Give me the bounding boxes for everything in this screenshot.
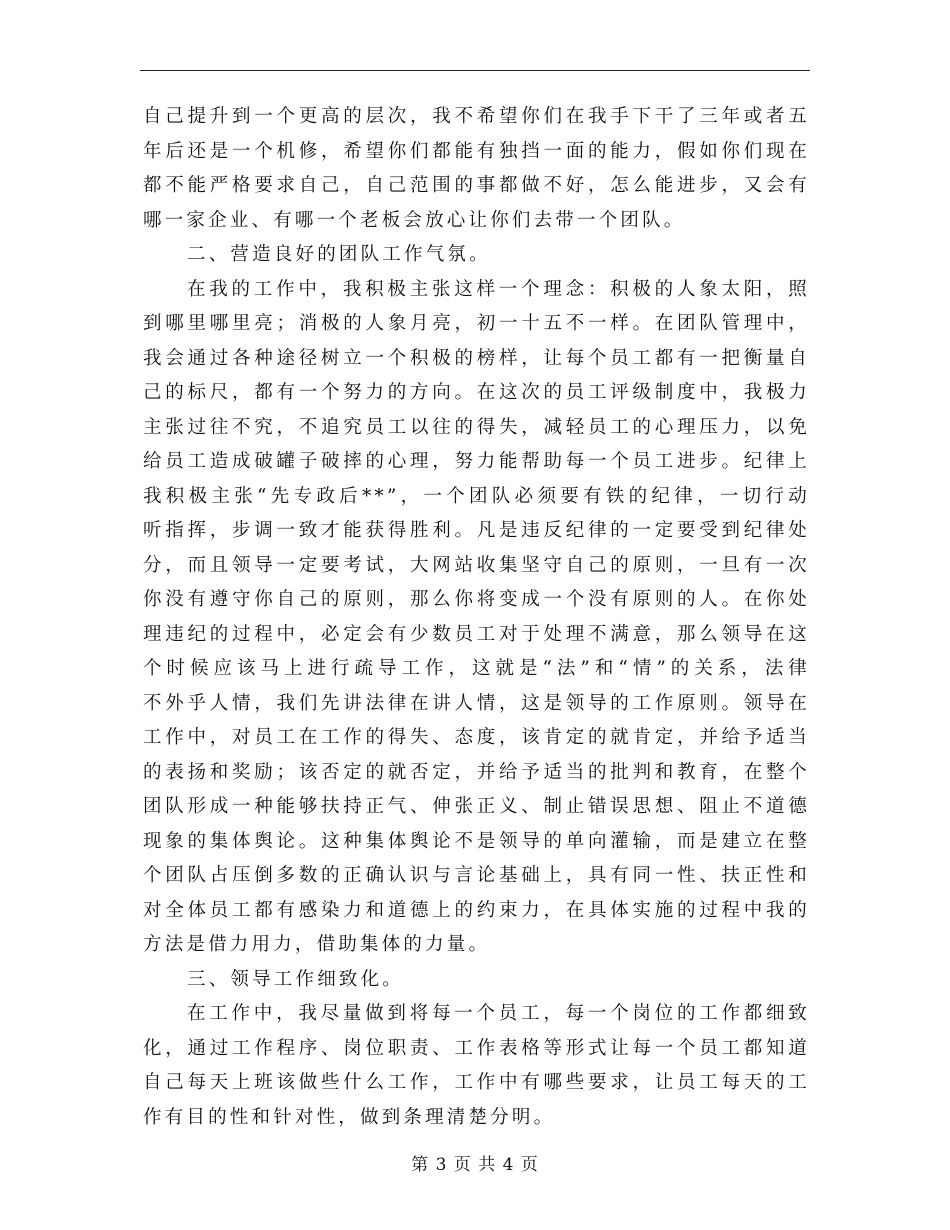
text-line: 理违纪的过程中，必定会有少数员工对于处理不满意，那么领导在这 (143, 623, 810, 645)
text-line: 给员工造成破罐子破摔的心理，努力能帮助每一个员工进步。纪律上 (143, 451, 810, 472)
document-body (143, 100, 813, 1135)
text-line: 你没有遵守你自己的原则，那么你将变成一个没有原则的人。在你处 (143, 589, 810, 610)
header-rule (140, 70, 810, 71)
text-line: 个时候应该马上进行疏导工作，这就是“法”和“情”的关系，法律 (143, 658, 810, 679)
text-line: 听指挥，步调一致才能获得胜利。凡是违反纪律的一定要受到纪律处 (143, 520, 810, 541)
text-line: 二、营造良好的团队工作气氛。 (187, 244, 491, 265)
text-line: 工作中，对员工在工作的得失、态度，该肯定的就肯定，并给予适当 (143, 727, 810, 748)
text-line: 三、领导工作细致化。 (187, 968, 405, 990)
text-line: 到哪里哪里亮；消极的人象月亮，初一十五不一样。在团队管理中， (143, 313, 810, 334)
text-line: 对全体员工都有感染力和道德上的约束力，在具体实施的过程中我的 (143, 899, 810, 921)
text-line: 方法是借力用力，借助集体的力量。 (143, 934, 491, 955)
text-line: 都不能严格要求自己，自己范围的事都做不好，怎么能进步，又会有 (143, 175, 810, 196)
text-line: 现象的集体舆论。这种集体舆论不是领导的单向灌输，而是建立在整 (143, 830, 810, 852)
text-line: 自己提升到一个更高的层次，我不希望你们在我手下干了三年或者五 (143, 106, 810, 127)
text-line: 化，通过工作程序、岗位职责、工作表格等形式让每一个员工都知道 (143, 1037, 810, 1059)
text-line: 在工作中，我尽量做到将每一个员工，每一个岗位的工作都细致 (187, 1003, 810, 1024)
text-line: 的表扬和奖励；该否定的就否定，并给予适当的批判和教育，在整个 (143, 761, 810, 783)
text-line: 哪一家企业、有哪一个老板会放心让你们去带一个团队。 (143, 209, 686, 231)
page-footer: 第 3 页 共 4 页 (411, 1155, 539, 1175)
text-line: 个团队占压倒多数的正确认识与言论基础上，具有同一性、扶正性和 (143, 865, 810, 886)
text-line: 在我的工作中，我积极主张这样一个理念：积极的人象太阳，照 (187, 278, 810, 300)
text-line: 主张过往不究，不追究员工以往的得失，减轻员工的心理压力，以免 (143, 416, 810, 438)
text-line: 作有目的性和针对性，做到条理清楚分明。 (143, 1106, 556, 1128)
text-line: 不外乎人情，我们先讲法律在讲人情，这是领导的工作原则。领导在 (143, 692, 810, 714)
text-line: 分，而且领导一定要考试，大网站收集坚守自己的原则，一旦有一次 (143, 554, 810, 576)
text-line: 我会通过各种途径树立一个积极的榜样，让每个员工都有一把衡量自 (143, 347, 810, 369)
text-line: 年后还是一个机修，希望你们都能有独挡一面的能力，假如你们现在 (143, 140, 810, 162)
text-line: 我积极主张“先专政后**”，一个团队必须要有铁的纪律，一切行动 (143, 485, 810, 507)
text-line: 自己每天上班该做些什么工作，工作中有哪些要求，让员工每天的工 (143, 1072, 810, 1093)
text-line: 团队形成一种能够扶持正气、伸张正义、制止错误思想、阻止不道德 (143, 796, 810, 817)
text-line: 己的标尺，都有一个努力的方向。在这次的员工评级制度中，我极力 (143, 382, 810, 403)
